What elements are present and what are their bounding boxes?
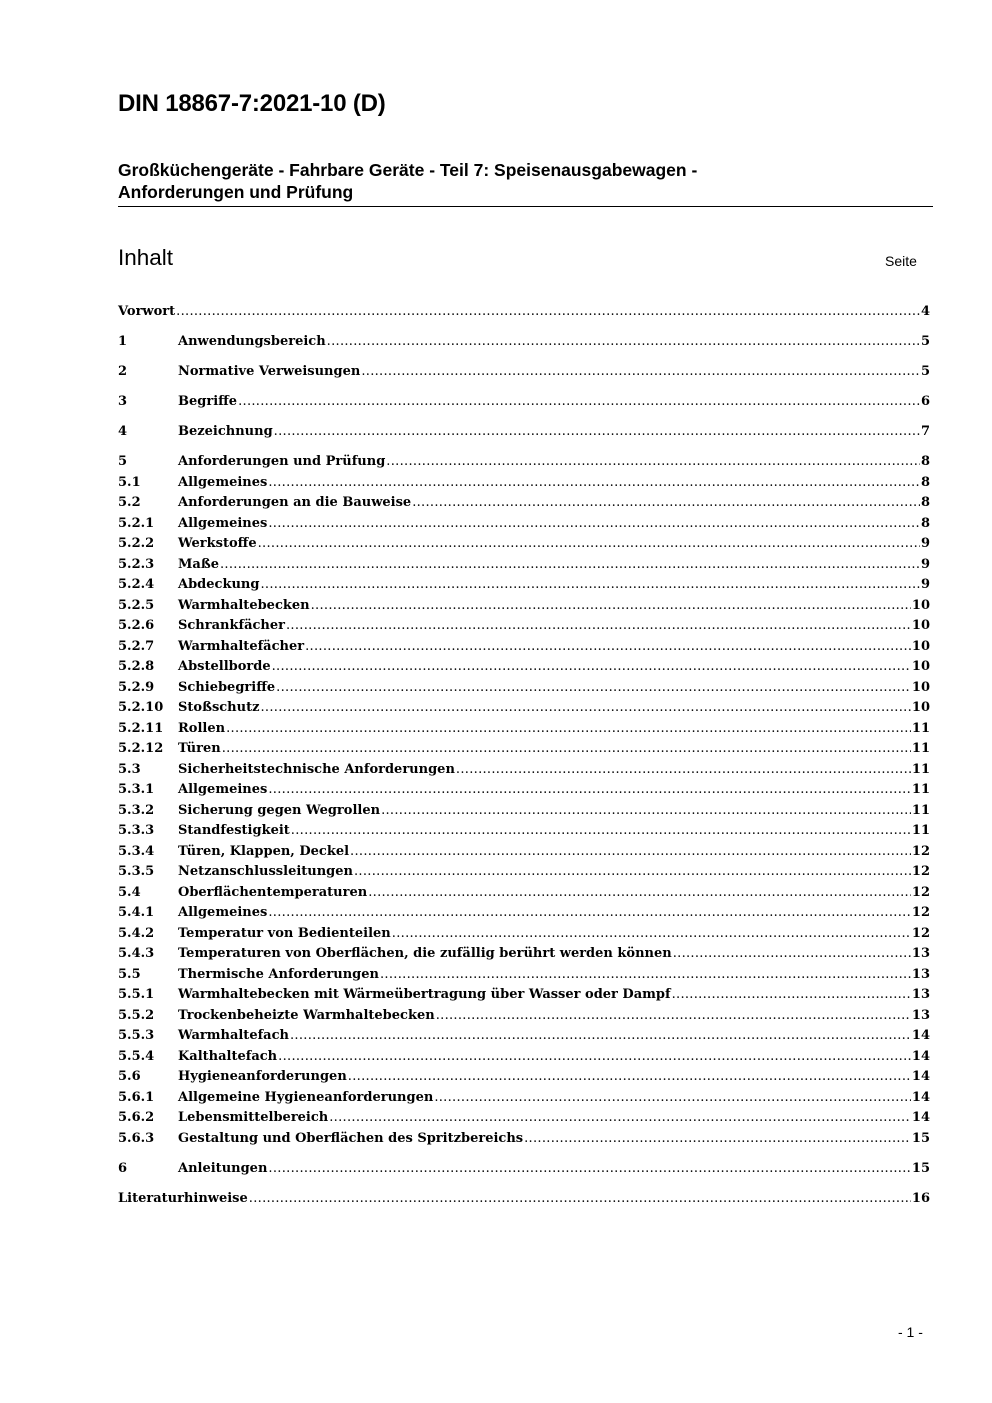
- toc-dot-leader: [268, 1159, 910, 1180]
- toc-entry-page: 13: [911, 966, 930, 982]
- toc-entry[interactable]: [118, 1159, 930, 1180]
- toc-entry-number: 5.2.5: [118, 597, 155, 613]
- toc-entry-page: 14: [911, 1110, 930, 1125]
- toc-entry[interactable]: [118, 392, 930, 413]
- toc-entry-page: 10: [911, 679, 930, 695]
- toc-dot-leader: [222, 739, 911, 760]
- toc-entry-number: 5.2.2: [118, 536, 155, 551]
- toc-entry-number: 4: [118, 424, 128, 439]
- toc-entry-page: 14: [911, 1089, 930, 1105]
- toc-entry-page: 13: [911, 1007, 930, 1023]
- toc-entry-title: Anforderungen und Prüfung: [178, 454, 386, 469]
- toc-entry-title: Maße: [178, 556, 219, 572]
- toc-entry[interactable]: [118, 678, 930, 699]
- toc-entry[interactable]: [118, 780, 930, 801]
- toc-entry-number: 5.3.3: [118, 823, 155, 838]
- toc-entry-number: 5.5: [118, 966, 141, 982]
- toc-entry-page: 14: [911, 1048, 930, 1064]
- toc-dot-leader: [524, 1129, 911, 1150]
- toc-entry-number: 5: [118, 454, 128, 469]
- toc-dot-leader: [350, 842, 911, 863]
- toc-entry-number: 5.4.3: [118, 946, 155, 961]
- page-number: - 1 -: [898, 1324, 923, 1340]
- toc-entry-page: 12: [911, 843, 930, 859]
- toc-dot-leader: [436, 1006, 911, 1027]
- toc-entry[interactable]: [118, 1026, 930, 1047]
- toc-dot-leader: [238, 392, 920, 413]
- toc-dot-leader: [274, 422, 920, 443]
- toc-entry-page: 10: [911, 659, 930, 674]
- toc-dot-leader: [268, 514, 920, 535]
- toc-entry[interactable]: [118, 903, 930, 924]
- toc-entry-page: 9: [920, 556, 930, 572]
- toc-entry[interactable]: [118, 1088, 930, 1109]
- toc-entry-title: Oberflächentemperaturen: [178, 884, 368, 900]
- toc-entry[interactable]: [118, 302, 930, 323]
- toc-entry[interactable]: [118, 473, 930, 494]
- toc-entry[interactable]: [118, 883, 930, 904]
- toc-entry-page: 8: [920, 454, 930, 469]
- toc-entry-title: Allgemeines: [178, 515, 268, 531]
- toc-entry-page: 14: [911, 1028, 930, 1043]
- toc-entry[interactable]: [118, 575, 930, 596]
- toc-entry-title: Kalthaltefach: [178, 1048, 278, 1064]
- toc-entry-title: Allgemeine Hygieneanforderungen: [178, 1089, 434, 1105]
- toc-entry-page: 10: [911, 597, 930, 613]
- toc-entry-title: Standfestigkeit: [178, 823, 290, 838]
- toc-entry-title: Allgemeines: [178, 782, 268, 797]
- document-subtitle: [118, 159, 933, 203]
- toc-dot-leader: [286, 616, 911, 637]
- toc-dot-leader: [327, 332, 920, 353]
- toc-entry-title: Begriffe: [178, 394, 238, 409]
- toc-dot-leader: [258, 534, 920, 555]
- toc-entry-page: 11: [911, 720, 930, 736]
- toc-entry-number: 5.2.7: [118, 638, 155, 654]
- toc-entry-page: 8: [920, 474, 930, 490]
- toc-entry[interactable]: [118, 596, 930, 617]
- toc-dot-leader: [305, 637, 911, 658]
- toc-entry-page: 10: [911, 700, 930, 715]
- toc-entry[interactable]: [118, 1067, 930, 1088]
- toc-entry-page: 12: [911, 864, 930, 879]
- toc-dot-leader: [380, 965, 911, 986]
- toc-entry-number: 5.5.2: [118, 1007, 155, 1023]
- table-of-contents: [118, 302, 930, 1209]
- toc-entry-page: 11: [911, 761, 930, 777]
- toc-entry-number: 5.4.2: [118, 925, 155, 941]
- toc-entry-number: 5.5.4: [118, 1048, 155, 1064]
- toc-entry-title: Türen: [178, 741, 221, 756]
- page-column-label: Seite: [885, 253, 917, 269]
- toc-entry-title: Lebensmittelbereich: [178, 1110, 329, 1125]
- toc-entry-number: 5.4.1: [118, 905, 155, 920]
- toc-entry-number: 5.1: [118, 474, 141, 490]
- toc-entry-title: Schrankfächer: [178, 618, 285, 633]
- toc-entry[interactable]: [118, 555, 930, 576]
- toc-entry-title: Stoßschutz: [178, 700, 260, 715]
- toc-entry-title: Anwendungsbereich: [178, 334, 326, 349]
- toc-entry-page: 11: [911, 741, 930, 756]
- toc-entry[interactable]: [118, 1129, 930, 1150]
- toc-entry[interactable]: [118, 801, 930, 822]
- toc-dot-leader: [368, 883, 911, 904]
- toc-dot-leader: [361, 362, 920, 383]
- toc-entry-number: 5.2.8: [118, 659, 155, 674]
- toc-entry-page: 9: [920, 577, 930, 592]
- toc-entry-number: 3: [118, 394, 128, 409]
- toc-entry[interactable]: [118, 862, 930, 883]
- toc-entry-title: Allgemeines: [178, 905, 268, 920]
- toc-entry[interactable]: [118, 452, 930, 473]
- toc-dot-leader: [260, 698, 910, 719]
- toc-dot-leader: [672, 985, 911, 1006]
- toc-dot-leader: [272, 657, 911, 678]
- toc-entry-page: 5: [920, 334, 930, 349]
- toc-entry-title: Temperatur von Bedienteilen: [178, 925, 391, 941]
- toc-entry[interactable]: [118, 719, 930, 740]
- toc-dot-leader: [249, 1189, 911, 1210]
- toc-entry-page: 12: [911, 884, 930, 900]
- toc-dot-leader: [290, 1026, 911, 1047]
- toc-entry-title: Anforderungen an die Bauweise: [178, 495, 412, 510]
- toc-entry[interactable]: [118, 1047, 930, 1068]
- toc-entry-number: 5.2.12: [118, 741, 164, 756]
- toc-entry-title: Schiebegriffe: [178, 679, 276, 695]
- toc-entry[interactable]: [118, 1006, 930, 1027]
- toc-entry-title: Türen, Klappen, Deckel: [178, 843, 350, 859]
- toc-entry-page: 11: [911, 782, 930, 797]
- toc-entry-page: 9: [920, 536, 930, 551]
- toc-dot-leader: [434, 1088, 911, 1109]
- toc-entry-page: 8: [920, 515, 930, 531]
- toc-entry-title: Literaturhinweise: [118, 1190, 248, 1206]
- toc-entry-title: Allgemeines: [178, 474, 268, 490]
- toc-dot-leader: [226, 719, 911, 740]
- toc-entry-title: Sicherheitstechnische Anforderungen: [178, 761, 455, 777]
- toc-entry-number: 5.6.1: [118, 1089, 155, 1105]
- toc-dot-leader: [673, 944, 911, 965]
- toc-entry-number: 5.2.11: [118, 720, 164, 736]
- toc-dot-leader: [386, 452, 920, 473]
- subtitle-line: Anforderungen und Prüfung: [118, 182, 354, 202]
- toc-entry[interactable]: [118, 493, 930, 514]
- toc-entry-page: 13: [911, 987, 930, 1002]
- toc-dot-leader: [412, 493, 920, 514]
- toc-entry-number: 5.5.1: [118, 987, 155, 1002]
- toc-entry-page: 5: [920, 364, 930, 379]
- toc-entry-title: Trockenbeheizte Warmhaltebecken: [178, 1007, 435, 1023]
- toc-entry-title: Rollen: [178, 720, 226, 736]
- toc-entry-title: Werkstoffe: [178, 536, 257, 551]
- toc-dot-leader: [311, 596, 911, 617]
- toc-entry-number: 5.6: [118, 1069, 141, 1084]
- toc-entry-title: Temperaturen von Oberflächen, die zufällig berührt werden können: [178, 946, 672, 961]
- toc-entry-number: 5.6.2: [118, 1110, 155, 1125]
- toc-entry-number: 5.3.1: [118, 782, 155, 797]
- toc-entry-page: 10: [911, 618, 930, 633]
- toc-entry-page: 16: [911, 1190, 930, 1206]
- toc-dot-leader: [348, 1067, 911, 1088]
- toc-entry-number: 5.5.3: [118, 1028, 155, 1043]
- subtitle-line: Großküchengeräte - Fahrbare Geräte - Teil 7: Speisenausgabewagen -: [118, 160, 698, 180]
- toc-dot-leader: [278, 1047, 911, 1068]
- toc-entry-page: 13: [911, 946, 930, 961]
- toc-dot-leader: [260, 575, 920, 596]
- toc-entry[interactable]: [118, 760, 930, 781]
- toc-entry[interactable]: [118, 616, 930, 637]
- toc-entry[interactable]: [118, 821, 930, 842]
- toc-entry-title: Anleitungen: [178, 1160, 268, 1176]
- toc-dot-leader: [354, 862, 911, 883]
- toc-entry-page: 10: [911, 638, 930, 654]
- toc-dot-leader: [456, 760, 911, 781]
- toc-entry-page: 12: [911, 925, 930, 941]
- toc-dot-leader: [268, 903, 911, 924]
- toc-entry-page: 8: [920, 495, 930, 510]
- toc-entry-page: 11: [911, 823, 930, 838]
- toc-entry-number: 5.2: [118, 495, 141, 510]
- toc-entry[interactable]: [118, 924, 930, 945]
- toc-entry[interactable]: [118, 332, 930, 353]
- toc-entry-page: 7: [920, 424, 930, 439]
- toc-entry-number: 5.6.3: [118, 1130, 155, 1146]
- toc-dot-leader: [291, 821, 911, 842]
- toc-entry-number: 1: [118, 334, 128, 349]
- toc-entry-number: 5.4: [118, 884, 141, 900]
- toc-entry-title: Hygieneanforderungen: [178, 1069, 347, 1084]
- toc-entry[interactable]: [118, 965, 930, 986]
- toc-entry[interactable]: [118, 657, 930, 678]
- toc-entry[interactable]: [118, 422, 930, 443]
- toc-entry-number: 6: [118, 1160, 128, 1176]
- toc-entry-number: 5.3.5: [118, 864, 155, 879]
- toc-entry-number: 5.2.3: [118, 556, 155, 572]
- toc-entry[interactable]: [118, 985, 930, 1006]
- toc-entry[interactable]: [118, 698, 930, 719]
- toc-entry-number: 5.2.10: [118, 700, 164, 715]
- toc-dot-leader: [381, 801, 911, 822]
- toc-entry-number: 5.2.6: [118, 618, 155, 633]
- toc-dot-leader: [276, 678, 911, 699]
- title-divider: [118, 206, 933, 207]
- toc-entry-title: Warmhaltefächer: [178, 638, 305, 654]
- toc-dot-leader: [268, 473, 920, 494]
- toc-entry-number: 5.3.4: [118, 843, 155, 859]
- toc-entry[interactable]: [118, 1189, 930, 1210]
- toc-entry[interactable]: [118, 534, 930, 555]
- toc-entry-title: Bezeichnung: [178, 424, 273, 439]
- toc-entry-page: 4: [920, 304, 930, 319]
- toc-entry-title: Normative Verweisungen: [178, 364, 361, 379]
- toc-entry-title: Warmhaltebecken: [178, 597, 310, 613]
- toc-entry[interactable]: [118, 739, 930, 760]
- toc-dot-leader: [220, 555, 920, 576]
- toc-entry-number: 5.2.9: [118, 679, 155, 695]
- toc-entry-title: Vorwort: [118, 304, 176, 319]
- toc-entry-number: 5.2.1: [118, 515, 155, 531]
- toc-entry-title: Thermische Anforderungen: [178, 966, 379, 982]
- toc-entry-page: 12: [911, 905, 930, 920]
- toc-entry-page: 6: [920, 394, 930, 409]
- toc-dot-leader: [329, 1108, 911, 1129]
- toc-entry-number: 5.3.2: [118, 802, 155, 818]
- toc-entry[interactable]: [118, 842, 930, 863]
- toc-entry-page: 15: [911, 1130, 930, 1146]
- toc-entry-page: 15: [911, 1160, 930, 1176]
- toc-entry[interactable]: [118, 514, 930, 535]
- toc-entry-title: Sicherung gegen Wegrollen: [178, 802, 381, 818]
- toc-entry[interactable]: [118, 637, 930, 658]
- toc-entry-title: Abdeckung: [178, 577, 260, 592]
- document-title: DIN 18867-7:2021-10 (D): [118, 90, 386, 117]
- toc-entry-number: 5.3: [118, 761, 141, 777]
- toc-heading: Inhalt: [118, 245, 174, 270]
- toc-entry-page: 14: [911, 1069, 930, 1084]
- toc-entry-page: 11: [911, 802, 930, 818]
- toc-entry[interactable]: [118, 944, 930, 965]
- toc-dot-leader: [268, 780, 911, 801]
- toc-entry-number: 2: [118, 364, 128, 379]
- toc-dot-leader: [392, 924, 911, 945]
- toc-entry-title: Warmhaltebecken mit Wärmeübertragung über Wasser oder Dampf: [178, 987, 671, 1002]
- toc-dot-leader: [176, 302, 920, 323]
- toc-entry-title: Gestaltung und Oberflächen des Spritzbereichs: [178, 1130, 524, 1146]
- toc-entry-title: Abstellborde: [178, 659, 271, 674]
- toc-entry-title: Warmhaltefach: [178, 1028, 289, 1043]
- toc-entry-number: 5.2.4: [118, 577, 155, 592]
- toc-entry[interactable]: [118, 362, 930, 383]
- toc-entry-title: Netzanschlussleitungen: [178, 864, 353, 879]
- toc-entry[interactable]: [118, 1108, 930, 1129]
